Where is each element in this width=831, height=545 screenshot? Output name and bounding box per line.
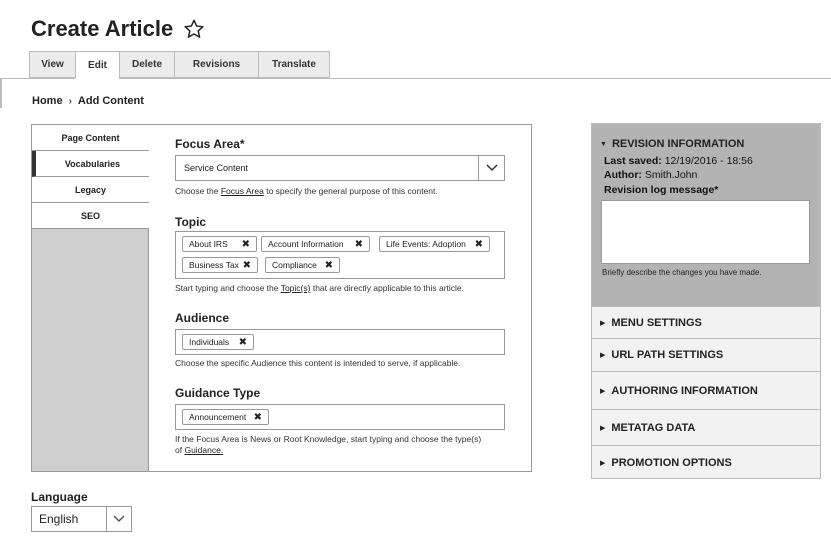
- vtab-vocabularies[interactable]: Vocabularies: [32, 151, 149, 177]
- language-select[interactable]: [31, 506, 132, 532]
- page-title: [31, 16, 205, 42]
- vertical-tabs-menu: [32, 125, 149, 471]
- breadcrumb: [32, 95, 144, 107]
- tag-chip: Life Events: Adoption ✖: [379, 236, 490, 252]
- menu-settings-toggle[interactable]: ▶ MENU SETTINGS: [592, 306, 820, 338]
- focus-area-description: Choose the Focus Area to specify the general purpose of this content.: [175, 186, 438, 196]
- guidance-type-label: Guidance Type: [175, 386, 261, 400]
- tabs-left-border: [0, 78, 2, 108]
- url-path-settings-toggle[interactable]: ▶ URL PATH SETTINGS: [592, 338, 820, 371]
- star-icon[interactable]: [183, 18, 205, 40]
- chevron-right-icon: ›: [68, 95, 72, 107]
- triangle-right-icon: ▶: [600, 424, 606, 432]
- topic-description: Start typing and choose the Topic(s) that are directly applicable to this article.: [175, 283, 465, 293]
- triangle-right-icon: ▶: [600, 352, 606, 359]
- promotion-options-toggle[interactable]: ▶ PROMOTION OPTIONS: [592, 445, 820, 479]
- audience-description: Choose the specific Audience this content is intended to serve, if applicable.: [175, 358, 461, 368]
- audience-input[interactable]: [175, 329, 505, 355]
- remove-tag-icon[interactable]: ✖: [241, 238, 250, 250]
- breadcrumb-current: Add Content: [77, 95, 144, 107]
- tag-chip: Account Information ✖: [261, 236, 370, 252]
- triangle-right-icon: ▶: [600, 319, 606, 327]
- vtab-legacy[interactable]: Legacy: [32, 177, 149, 203]
- focus-area-link[interactable]: Focus Area: [220, 186, 264, 196]
- metatag-data-toggle[interactable]: ▶ METATAG DATA: [592, 409, 820, 445]
- tab-revisions[interactable]: Revisions: [174, 51, 258, 78]
- tab-view[interactable]: View: [29, 51, 75, 78]
- topic-label: Topic: [175, 215, 207, 229]
- focus-area-select[interactable]: [175, 155, 505, 181]
- last-saved: Last saved: 12/19/2016 - 18:56: [604, 155, 753, 167]
- remove-tag-icon[interactable]: ✖: [324, 259, 333, 271]
- guidance-type-input[interactable]: [175, 404, 505, 430]
- revision-log-label: Revision log message*: [604, 184, 719, 196]
- tag-chip: Business Tax ✖: [182, 257, 258, 273]
- revision-information-panel: [592, 124, 820, 306]
- tag-chip: Compliance ✖: [265, 257, 340, 273]
- author: Author: Smith.John: [604, 169, 698, 181]
- triangle-right-icon: ▶: [600, 459, 606, 467]
- audience-label: Audience: [175, 311, 230, 325]
- tag-chip: Individuals ✖: [182, 334, 254, 350]
- authoring-information-toggle[interactable]: ▶ AUTHORING INFORMATION: [592, 371, 820, 409]
- revision-log-textarea[interactable]: [601, 200, 810, 264]
- tab-translate[interactable]: Translate: [258, 51, 330, 78]
- topic-link[interactable]: Topic(s): [280, 283, 311, 293]
- topic-input[interactable]: [175, 231, 505, 279]
- page-title-text: Create Article: [31, 16, 174, 41]
- remove-tag-icon[interactable]: ✖: [354, 238, 363, 250]
- language-value: English: [39, 512, 79, 526]
- tab-delete[interactable]: Delete: [119, 51, 174, 78]
- vtab-page-content[interactable]: Page Content: [32, 125, 149, 151]
- remove-tag-icon[interactable]: ✖: [474, 238, 483, 250]
- chevron-down-icon[interactable]: [106, 507, 131, 531]
- primary-tabs: [29, 51, 330, 79]
- tag-chip: About IRS ✖: [182, 236, 257, 252]
- remove-tag-icon[interactable]: ✖: [242, 259, 251, 271]
- revision-log-help: Briefly describe the changes you have made.: [602, 268, 762, 277]
- remove-tag-icon[interactable]: ✖: [253, 411, 262, 423]
- tab-edit[interactable]: Edit: [75, 51, 119, 79]
- chevron-down-icon[interactable]: [478, 156, 504, 180]
- remove-tag-icon[interactable]: ✖: [238, 336, 247, 348]
- tag-chip: Announcement ✖: [182, 409, 269, 425]
- breadcrumb-home[interactable]: Home: [32, 95, 63, 107]
- triangle-down-icon: ▼: [600, 140, 607, 148]
- triangle-right-icon: ▶: [600, 387, 606, 395]
- guidance-type-description: If the Focus Area is News or Root Knowledge, start typing and choose the type(s) of Guidance.: [175, 434, 482, 455]
- revision-information-toggle[interactable]: ▼ REVISION INFORMATION: [600, 138, 745, 150]
- meta-sidebar: [591, 123, 821, 479]
- focus-area-value: Service Content: [184, 163, 249, 173]
- guidance-link[interactable]: Guidance.: [184, 445, 224, 455]
- focus-area-label: Focus Area*: [175, 137, 245, 151]
- vtab-seo[interactable]: SEO: [32, 203, 149, 229]
- language-label: Language: [31, 490, 88, 504]
